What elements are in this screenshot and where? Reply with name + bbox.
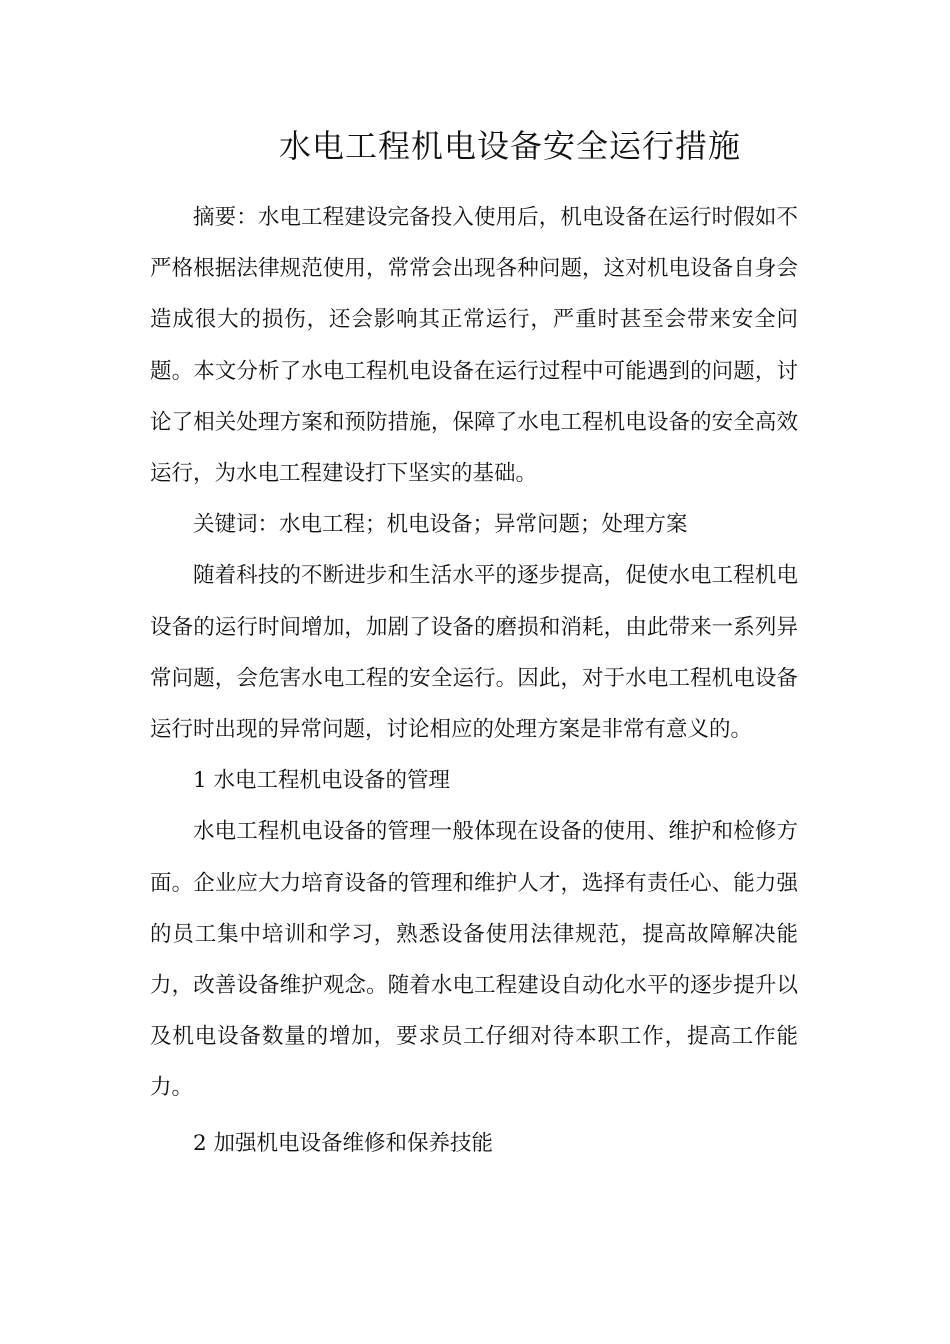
keywords-paragraph: 关键词：水电工程；机电设备；异常问题；处理方案 [193,512,688,538]
document-title: 水电工程机电设备安全运行措施 [278,127,741,165]
section-1-heading: 1 水电工程机电设备的管理 [193,768,451,794]
section-2-heading: 2 加强机电设备维修和保养技能 [193,1130,494,1156]
abstract-paragraph: 摘要：水电工程建设完备投入使用后，机电设备在运行时假如不严格根据法律规范使用，常常会出现各种问题，这对机电设备自身会造成很大的损伤，还会影响其正常运行，严重时甚至会带来安全问题。本文分析了水电工程机电设备在运行过程中可能遇到的问题，讨论了相关处理方案和预防措施，保障了水电工程机电设备的安全高效运行，为水电工程建设打下坚实的基础。 [150,205,798,487]
section-1-paragraph: 水电工程机电设备的管理一般体现在设备的使用、维护和检修方面。企业应大力培育设备的管理和维护人才，选择有责任心、能力强的员工集中培训和学习，熟悉设备使用法律规范，提高故障解决能力，改善设备维护观念。随着水电工程建设自动化水平的逐步提升以及机电设备数量的增加，要求员工仔细对待本职工作，提高工作能力。 [150,819,798,1101]
document-body [150,192,798,1169]
intro-paragraph: 随着科技的不断进步和生活水平的逐步提高，促使水电工程机电设备的运行时间增加，加剧了设备的磨损和消耗，由此带来一系列异常问题，会危害水电工程的安全运行。因此，对于水电工程机电设备运行时出现的异常问题，讨论相应的处理方案是非常有意义的。 [150,563,798,743]
